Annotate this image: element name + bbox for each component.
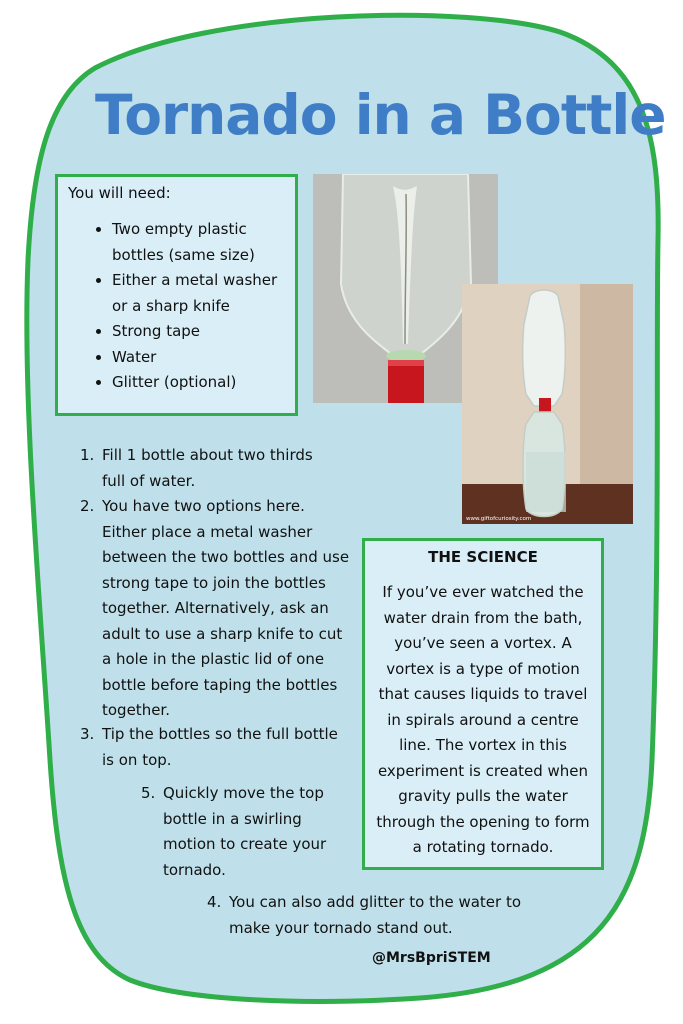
science-box: [362, 538, 604, 870]
step-2: 2. You have two options here. Either place a metal washer between the two bottles and use strong tape to join the bottles together. Alternatively, ask an adult to use a sharp knife to cut a hole in the plastic lid of one bottle before taping the bottles together.: [80, 497, 350, 719]
bottles-photo: [462, 284, 633, 524]
list-item: • Strong tape: [112, 319, 285, 345]
list-item: • Glitter (optional): [112, 370, 285, 396]
step-3: 3. Tip the bottles so the full bottle is on top.: [80, 725, 338, 769]
materials-heading: You will need:: [68, 184, 171, 202]
photo-watermark: www.giftofcuriosity.com: [466, 516, 532, 522]
step-5: 5. Quickly move the top bottle in a swirling motion to create your tornado.: [141, 784, 327, 879]
page-title: Tornado in a Bottle: [95, 83, 666, 147]
list-item: • Two empty plastic bottles (same size): [112, 217, 272, 268]
step-1: 1. Fill 1 bottle about two thirds full of water.: [80, 446, 313, 490]
science-text: If you’ve ever watched the water drain from the bath, you’ve seen a vortex. A vortex is a type of motion that causes liquids to travel in spirals around a centre line. The vortex in this experiment is created when gravity pulls the water through the opening to form a rotating tornado.: [376, 583, 590, 856]
author-handle: @MrsBpriSTEM: [372, 950, 491, 966]
list-item: • Water: [112, 345, 285, 371]
materials-list: [68, 217, 285, 396]
materials-box: [55, 174, 298, 416]
science-heading: THE SCIENCE: [428, 548, 538, 566]
connected-bottles-image: [462, 284, 633, 524]
list-item: • Either a metal washer or a sharp knife: [112, 268, 282, 319]
step-4: 4. You can also add glitter to the water to make your tornado stand out.: [207, 893, 522, 937]
